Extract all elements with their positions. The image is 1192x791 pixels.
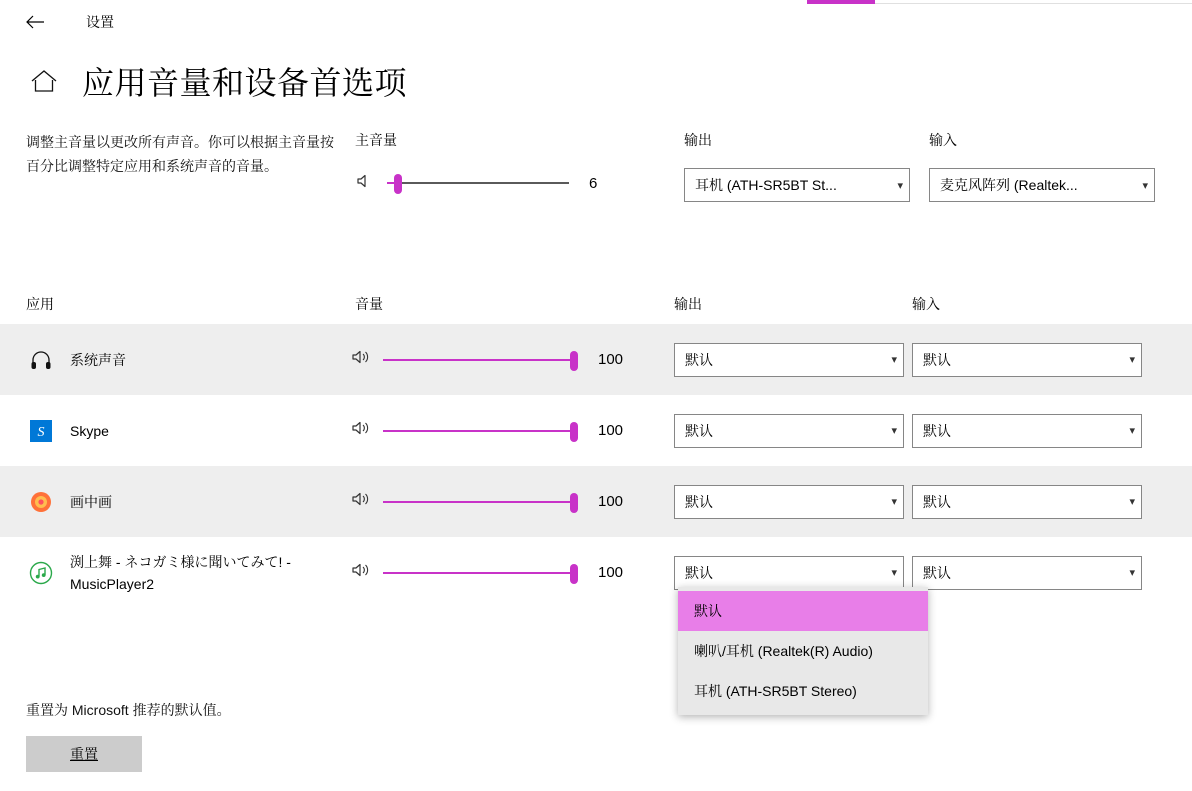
slider-fill [383,501,578,503]
app-name: Skype [70,422,109,439]
app-output-select[interactable] [674,343,904,377]
accent-divider [875,3,1192,4]
app-name: 画中画 [70,493,112,510]
app-name: 系统声音 [70,351,126,368]
speaker-icon [351,420,377,441]
app-output-cell [674,414,904,448]
app-output-cell [674,485,904,519]
master-input-block [929,130,1155,202]
slider-fill [383,430,578,432]
headphones-icon [26,345,56,375]
app-output-value: 默认 [685,564,713,581]
firefox-icon [26,487,56,517]
app-output-value: 默认 [685,351,713,368]
app-input-value: 默认 [923,493,951,510]
slider-thumb[interactable] [570,351,578,371]
app-input-cell [912,556,1142,590]
accent-strip [807,0,875,4]
skype-icon [26,416,56,446]
master-input-select[interactable] [929,168,1155,202]
app-output-select[interactable] [674,556,904,590]
music-note-icon [26,558,56,588]
app-output-value: 默认 [685,422,713,439]
speaker-icon [351,562,377,583]
chevron-down-icon: ▾ [1129,354,1135,366]
app-identity [26,416,336,446]
dropdown-option-default[interactable]: 默认 [678,591,928,631]
app-identity [26,487,336,517]
back-button[interactable] [14,6,56,38]
chevron-down-icon: ▾ [891,425,897,437]
slider-fill [383,572,578,574]
slider-fill [383,359,578,361]
app-volume-slider[interactable] [383,420,578,442]
footer-section [26,700,231,772]
speaker-icon [351,491,377,512]
output-dropdown-menu[interactable] [678,587,928,715]
master-input-label: 输入 [929,132,957,148]
master-section [0,130,1192,240]
app-volume-value: 100 [598,493,624,510]
chevron-down-icon: ▾ [1129,567,1135,579]
app-input-select[interactable] [912,343,1142,377]
app-volume-control [351,420,623,442]
app-identity [26,551,336,595]
app-title: 设置 [86,14,114,30]
app-output-cell [674,343,904,377]
app-input-cell [912,343,1142,377]
app-identity [26,345,336,375]
speaker-icon [355,173,381,194]
app-name: 渕上舞 - ネコガミ様に聞いてみて! - MusicPlayer2 [70,553,291,592]
master-output-block [684,130,910,202]
table-row[interactable] [0,537,1192,608]
master-output-label: 输出 [684,132,712,148]
app-output-cell [674,556,904,590]
app-volume-control [351,349,623,371]
app-volume-slider[interactable] [383,562,578,584]
slider-thumb[interactable] [394,174,402,194]
column-header-input: 输入 [912,296,940,312]
app-input-cell [912,485,1142,519]
speaker-icon [351,349,377,370]
home-icon[interactable] [26,63,62,99]
app-input-select[interactable] [912,556,1142,590]
app-volume-value: 100 [598,422,624,439]
app-volume-control [351,562,623,584]
app-volume-value: 100 [598,564,624,581]
chevron-down-icon: ▾ [897,179,903,192]
app-input-cell [912,414,1142,448]
master-volume-block [355,130,597,194]
master-volume-slider[interactable] [387,172,569,194]
app-output-select[interactable] [674,414,904,448]
app-volume-slider[interactable] [383,349,578,371]
app-input-value: 默认 [923,422,951,439]
master-output-select[interactable] [684,168,910,202]
slider-track [387,182,569,184]
back-arrow-icon [25,15,45,29]
svg-text:S: S [37,424,45,440]
app-input-select[interactable] [912,414,1142,448]
table-row[interactable] [0,395,1192,466]
slider-thumb[interactable] [570,564,578,584]
chevron-down-icon: ▾ [891,354,897,366]
reset-button[interactable]: 重置 [26,736,142,772]
table-row[interactable] [0,324,1192,395]
table-row[interactable] [0,466,1192,537]
column-header-output: 输出 [674,296,702,312]
title-bar [0,0,1192,44]
master-input-value: 麦克风阵列 (Realtek... [940,177,1078,193]
slider-thumb[interactable] [570,493,578,513]
chevron-down-icon: ▾ [1129,496,1135,508]
dropdown-option-headphones[interactable]: 耳机 (ATH-SR5BT Stereo) [694,683,857,699]
chevron-down-icon: ▾ [891,496,897,508]
app-volume-slider[interactable] [383,491,578,513]
app-input-value: 默认 [923,564,951,581]
master-volume-label: 主音量 [355,132,397,148]
dropdown-option-speakers[interactable]: 喇叭/耳机 (Realtek(R) Audio) [694,643,873,659]
slider-thumb[interactable] [570,422,578,442]
chevron-down-icon: ▾ [1142,179,1148,192]
app-output-value: 默认 [685,493,713,510]
app-volume-control [351,491,623,513]
app-input-select[interactable] [912,485,1142,519]
page-header [0,44,1192,104]
chevron-down-icon: ▾ [1129,425,1135,437]
app-output-select[interactable] [674,485,904,519]
master-output-value: 耳机 (ATH-SR5BT St... [695,177,837,193]
chevron-down-icon: ▾ [891,567,897,579]
column-header-app: 应用 [26,296,54,312]
app-input-value: 默认 [923,351,951,368]
master-description: 调整主音量以更改所有声音。你可以根据主音量按百分比调整特定应用和系统声音的音量。 [26,134,334,174]
app-volume-value: 100 [598,351,624,368]
master-volume-value: 6 [589,174,598,192]
reset-description: 重置为 Microsoft 推荐的默认值。 [26,702,231,718]
page-title: 应用音量和设备首选项 [82,65,408,101]
apps-table-header [0,294,1192,324]
column-header-volume: 音量 [355,296,383,312]
